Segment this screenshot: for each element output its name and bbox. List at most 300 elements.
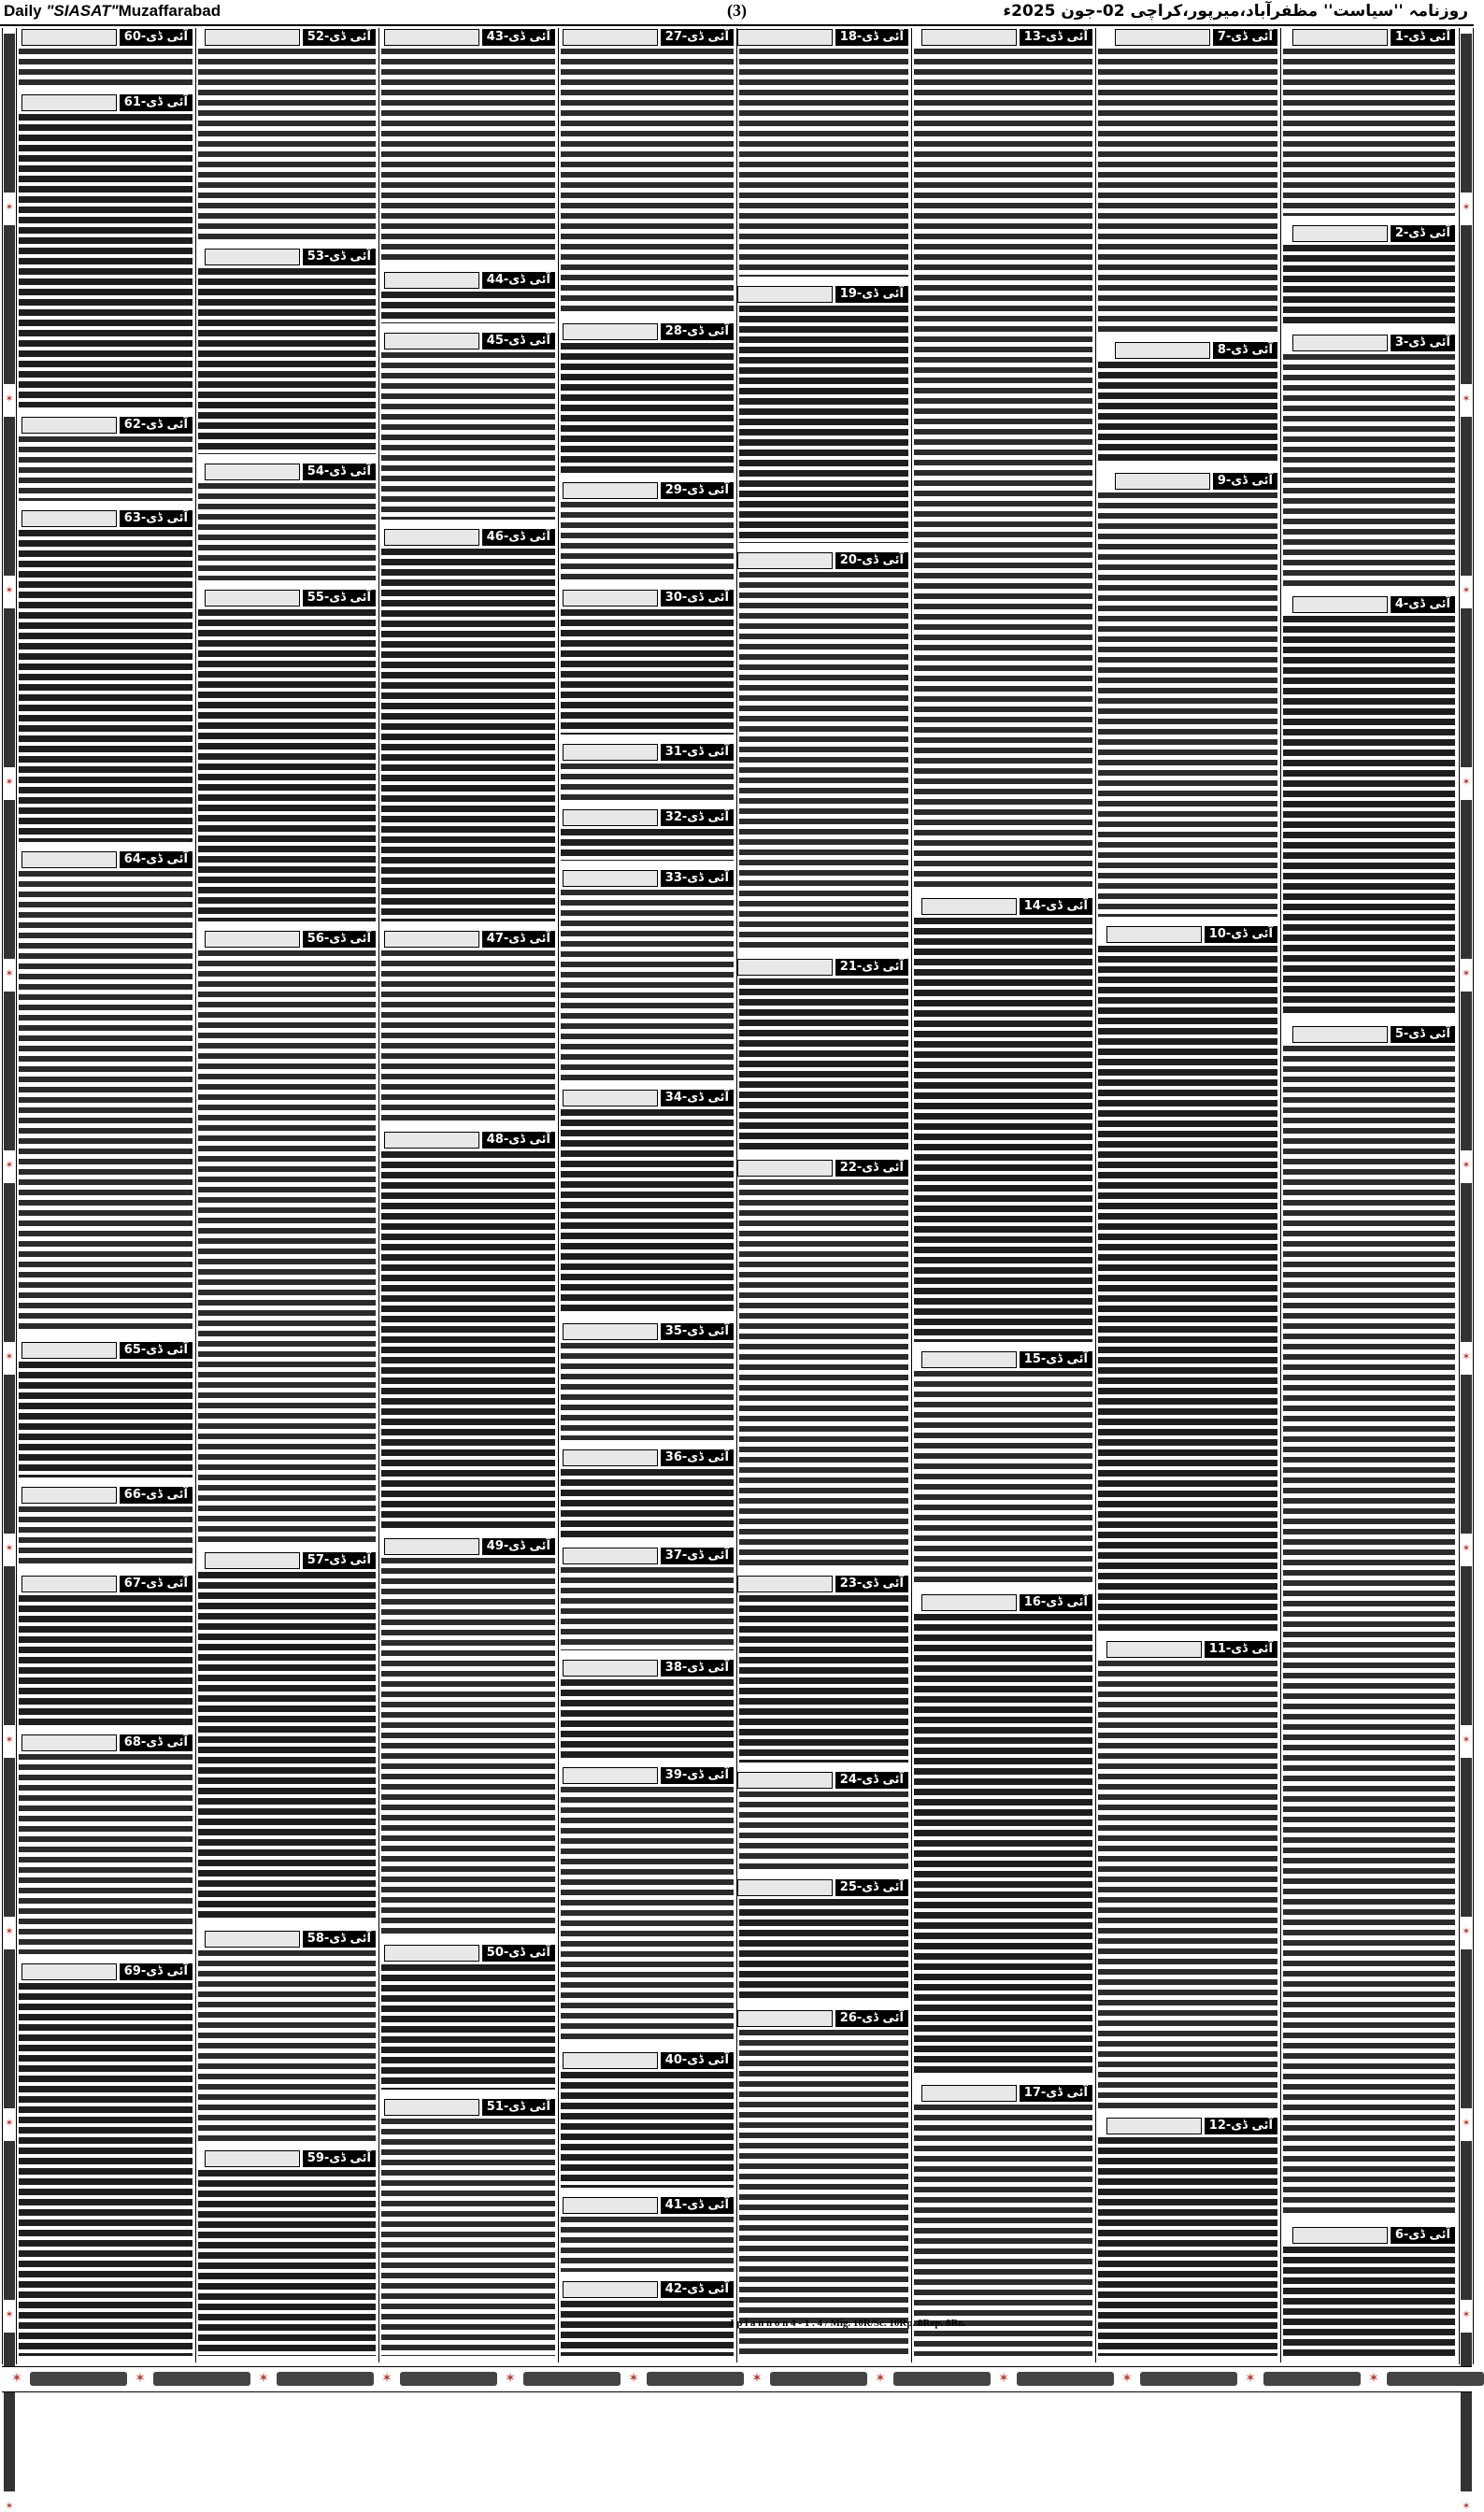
article-kicker	[1292, 334, 1455, 352]
article-53	[198, 248, 376, 458]
article-16	[914, 1593, 1092, 2079]
article-body-text	[19, 1506, 193, 1566]
strip-segment	[770, 2372, 867, 2386]
article-kicker	[1115, 28, 1277, 47]
column-rule	[378, 28, 379, 2362]
star-icon: ✶	[5, 1350, 14, 1363]
star-icon: ✶	[1462, 1350, 1471, 1363]
article-kicker	[205, 589, 376, 607]
strip-segment	[1461, 1183, 1472, 1342]
article-28	[561, 322, 734, 477]
article-number: آئی ڈی-32	[661, 809, 734, 826]
article-body-text	[1283, 49, 1455, 216]
article-number: آئی ڈی-7	[1213, 29, 1277, 46]
kicker-band	[563, 590, 658, 607]
col-7	[198, 28, 376, 2362]
star-icon: ✶	[1462, 2500, 1471, 2512]
strip-segment	[893, 2372, 991, 2386]
article-number: آئی ڈی-31	[661, 744, 734, 761]
strip-segment	[1461, 1566, 1472, 1725]
article-number: آئی ڈی-11	[1205, 1641, 1277, 1658]
article-body-text	[1283, 2247, 1455, 2356]
star-icon: ✶	[5, 1734, 14, 1746]
article-number: آئی ڈی-60	[120, 29, 193, 46]
article-body-text	[1098, 1661, 1277, 2108]
star-icon: ✶	[1462, 967, 1471, 979]
article-11	[1098, 1640, 1277, 2112]
kicker-band	[921, 29, 1017, 46]
article-number: آئی ڈی-5	[1391, 1026, 1455, 1043]
article-number: آئی ڈی-4	[1391, 596, 1455, 613]
article-50	[381, 1944, 555, 2093]
star-icon: ✶	[1368, 2371, 1379, 2386]
article-number: آئی ڈی-9	[1213, 473, 1277, 490]
kicker-band	[737, 1160, 833, 1177]
article-kicker	[563, 1547, 734, 1565]
strip-segment	[400, 2372, 497, 2386]
article-number: آئی ڈی-62	[120, 417, 193, 434]
kicker-band	[563, 1449, 658, 1466]
article-69	[19, 1962, 193, 2360]
article-kicker	[737, 285, 908, 304]
star-icon: ✶	[5, 776, 14, 788]
kicker-band	[1292, 29, 1388, 46]
article-kicker	[563, 2051, 734, 2070]
article-15	[914, 1350, 1092, 1589]
article-number: آئی ڈی-20	[835, 552, 908, 569]
article-number: آئی ڈی-40	[661, 2052, 734, 2069]
article-number: آئی ڈی-13	[1020, 29, 1092, 46]
article-kicker	[921, 897, 1092, 916]
article-45	[381, 332, 555, 523]
star-icon: ✶	[1462, 392, 1471, 405]
kicker-band	[384, 1132, 479, 1149]
star-icon: ✶	[5, 201, 14, 213]
article-body-text	[19, 436, 193, 501]
article-kicker	[205, 28, 376, 47]
kicker-band	[737, 959, 833, 976]
article-58	[198, 1930, 376, 2145]
kicker-band	[737, 1576, 833, 1592]
article-kicker	[1106, 1640, 1277, 1659]
article-64	[19, 850, 193, 1336]
article-kicker	[21, 93, 193, 112]
classified-footnote: J p l a n n o n 4 - 1 . 4 / Mig. 10R/Sc. 10Rp. 8Rep. 8Ro.	[729, 2318, 966, 2329]
article-5	[1283, 1025, 1455, 2221]
article-body-text	[198, 49, 376, 239]
kicker-band	[737, 1879, 833, 1896]
article-kicker	[384, 1944, 555, 1962]
article-body-text	[1098, 49, 1277, 333]
strip-segment	[1263, 2372, 1361, 2386]
article-body-text	[561, 2301, 734, 2356]
article-number: آئی ڈی-8	[1213, 342, 1277, 359]
article-body-text	[914, 1614, 1092, 2076]
article-kicker	[21, 416, 193, 435]
article-47	[381, 930, 555, 1126]
article-body-text	[19, 871, 193, 1333]
article-kicker	[21, 1486, 193, 1505]
article-19	[739, 285, 908, 547]
kicker-band	[563, 1767, 658, 1784]
article-kicker	[737, 1771, 908, 1790]
column-rule	[195, 28, 196, 2362]
kicker-band	[21, 1342, 117, 1359]
kicker-band	[921, 2085, 1017, 2102]
article-number: آئی ڈی-53	[303, 249, 376, 265]
right-border-strip	[1459, 28, 1474, 2512]
article-kicker	[384, 528, 555, 547]
kicker-band	[205, 1931, 300, 1948]
article-kicker	[21, 1962, 193, 1981]
article-38	[561, 1659, 734, 1762]
star-icon: ✶	[998, 2371, 1009, 2386]
article-13	[914, 28, 1092, 892]
article-body-text	[739, 49, 908, 277]
article-42	[561, 2280, 734, 2360]
kicker-band	[384, 931, 479, 948]
kicker-band	[563, 2281, 658, 2298]
kicker-band	[563, 1323, 658, 1340]
article-body-text	[1098, 362, 1277, 464]
article-6	[1283, 2226, 1455, 2360]
article-body-text	[198, 268, 376, 454]
article-body-text	[561, 2072, 734, 2188]
article-body-text	[381, 1151, 555, 1529]
article-number: آئی ڈی-12	[1205, 2118, 1277, 2134]
strip-segment	[4, 608, 15, 767]
article-number: آئی ڈی-68	[120, 1734, 193, 1751]
article-kicker	[921, 28, 1092, 47]
article-number: آئی ڈی-1	[1391, 29, 1455, 46]
article-kicker	[205, 930, 376, 949]
article-12	[1098, 2117, 1277, 2360]
article-30	[561, 589, 734, 738]
article-body-text	[561, 1469, 734, 1538]
article-kicker	[384, 930, 555, 949]
article-number: آئی ڈی-47	[482, 931, 555, 948]
star-icon: ✶	[258, 2371, 269, 2386]
article-55	[198, 589, 376, 925]
article-49	[381, 1537, 555, 1939]
star-icon: ✶	[5, 2500, 14, 2512]
kicker-band	[737, 286, 833, 303]
article-body-text	[561, 2217, 734, 2272]
strip-segment	[1461, 800, 1472, 959]
article-66	[19, 1486, 193, 1570]
kicker-band	[563, 1090, 658, 1106]
star-icon: ✶	[1462, 1542, 1471, 1554]
kicker-band	[1115, 473, 1210, 490]
article-kicker	[737, 2009, 908, 2028]
article-kicker	[384, 2098, 555, 2117]
article-number: آئی ڈی-3	[1391, 335, 1455, 351]
kicker-band	[1115, 342, 1210, 359]
col-4	[739, 28, 908, 2362]
article-number: آئی ڈی-69	[120, 1963, 193, 1980]
star-icon: ✶	[1462, 201, 1471, 213]
article-body-text	[561, 1567, 734, 1650]
article-kicker	[21, 850, 193, 869]
strip-segment	[1461, 608, 1472, 767]
article-body-text	[561, 343, 734, 473]
article-kicker	[1106, 925, 1277, 944]
article-body-text	[739, 1791, 908, 1870]
star-icon: ✶	[1462, 2117, 1471, 2129]
kicker-band	[1292, 1026, 1388, 1043]
star-icon: ✶	[5, 584, 14, 596]
star-icon: ✶	[1245, 2371, 1256, 2386]
masthead	[0, 0, 1474, 26]
article-number: آئی ڈی-50	[482, 1945, 555, 1962]
strip-segment	[4, 1375, 15, 1534]
article-number: آئی ڈی-67	[120, 1576, 193, 1592]
strip-segment	[4, 34, 15, 193]
star-icon: ✶	[381, 2371, 392, 2386]
kicker-band	[205, 249, 300, 265]
strip-segment	[4, 1566, 15, 1725]
star-icon: ✶	[5, 967, 14, 979]
article-number: آئی ڈی-24	[835, 1772, 908, 1789]
article-number: آئی ڈی-30	[661, 590, 734, 607]
article-body-text	[561, 1679, 734, 1758]
article-number: آئی ڈی-61	[120, 94, 193, 111]
kicker-band	[737, 29, 833, 46]
article-46	[381, 528, 555, 925]
article-body-text	[198, 2170, 376, 2356]
kicker-band	[1106, 1641, 1202, 1658]
article-body-text	[561, 829, 734, 861]
article-63	[19, 509, 193, 846]
kicker-band	[1292, 596, 1388, 613]
article-43	[381, 28, 555, 266]
article-31	[561, 743, 734, 804]
article-21	[739, 958, 908, 1154]
kicker-band	[384, 333, 479, 350]
article-kicker	[921, 1350, 1092, 1369]
article-61	[19, 93, 193, 411]
article-number: آئی ڈی-46	[482, 529, 555, 546]
star-icon: ✶	[5, 1542, 14, 1554]
article-kicker	[1106, 2117, 1277, 2135]
star-icon: ✶	[11, 2371, 22, 2386]
article-number: آئی ڈی-34	[661, 1090, 734, 1106]
article-number: آئی ڈی-15	[1020, 1351, 1092, 1368]
article-number: آئی ڈی-16	[1020, 1594, 1092, 1611]
column-rule	[911, 28, 912, 2362]
col-8	[19, 28, 193, 2362]
page-number: (3)	[727, 1, 747, 20]
article-kicker	[563, 1089, 734, 1107]
strip-segment	[1461, 1375, 1472, 1534]
kicker-band	[563, 870, 658, 887]
star-icon: ✶	[1462, 1925, 1471, 1937]
article-kicker	[21, 1734, 193, 1752]
column-rule	[1095, 28, 1096, 2362]
article-32	[561, 808, 734, 864]
strip-segment	[523, 2372, 621, 2386]
article-1	[1283, 28, 1455, 220]
kicker-band	[21, 851, 117, 868]
article-kicker	[205, 463, 376, 481]
article-20	[739, 551, 908, 953]
article-body-text	[739, 1899, 908, 2001]
kicker-band	[563, 323, 658, 340]
bottom-border-strip	[2, 2366, 1472, 2392]
star-icon: ✶	[1462, 584, 1471, 596]
left-border-strip	[2, 28, 17, 2512]
masthead-dateline-ur: روزنامہ ''سیاست'' مظفرآباد،میرپور،کراچی 02-جون 2025ء	[1003, 2, 1468, 21]
article-number: آئی ڈی-2	[1391, 225, 1455, 242]
article-number: آئی ڈی-42	[661, 2281, 734, 2298]
article-kicker	[1115, 341, 1277, 360]
article-body-text	[1098, 492, 1277, 917]
article-27	[561, 28, 734, 318]
article-number: آئی ڈی-43	[482, 29, 555, 46]
article-body-text	[198, 1950, 376, 2141]
kicker-band	[21, 29, 117, 46]
kicker-band	[1115, 29, 1210, 46]
article-number: آئی ڈی-55	[303, 590, 376, 607]
article-54	[198, 463, 376, 584]
article-number: آئی ڈی-56	[303, 931, 376, 948]
article-kicker	[737, 958, 908, 977]
article-body-text	[561, 502, 734, 580]
article-body-text	[561, 764, 734, 800]
article-35	[561, 1322, 734, 1444]
article-10	[1098, 925, 1277, 1635]
star-icon: ✶	[135, 2371, 146, 2386]
kicker-band	[205, 590, 300, 607]
kicker-band	[384, 1538, 479, 1555]
article-number: آئی ڈی-22	[835, 1160, 908, 1177]
article-body-text	[739, 2030, 908, 2356]
article-8	[1098, 341, 1277, 467]
article-body-text	[381, 549, 555, 921]
kicker-band	[21, 510, 117, 527]
article-body-text	[914, 918, 1092, 1342]
article-59	[198, 2149, 376, 2360]
strip-segment	[647, 2372, 744, 2386]
article-kicker	[737, 551, 908, 570]
star-icon: ✶	[5, 1925, 14, 1937]
kicker-band	[921, 1594, 1017, 1611]
kicker-band	[21, 1963, 117, 1980]
article-kicker	[563, 2280, 734, 2299]
kicker-band	[563, 2052, 658, 2069]
kicker-band	[563, 2197, 658, 2214]
kicker-band	[384, 529, 479, 546]
article-14	[914, 897, 1092, 1346]
article-number: آئی ڈی-45	[482, 333, 555, 350]
article-number: آئی ڈی-27	[661, 29, 734, 46]
article-number: آئی ڈی-10	[1205, 926, 1277, 943]
strip-segment	[4, 417, 15, 576]
article-48	[381, 1131, 555, 1533]
strip-segment	[30, 2372, 127, 2386]
article-kicker	[1292, 595, 1455, 614]
strip-segment	[1461, 1758, 1472, 1917]
article-body-text	[381, 292, 555, 323]
star-icon: ✶	[1462, 1159, 1471, 1171]
article-body-text	[19, 114, 193, 407]
star-icon: ✶	[751, 2371, 763, 2386]
article-41	[561, 2196, 734, 2276]
strip-segment	[1461, 417, 1472, 576]
kicker-band	[205, 2150, 300, 2167]
article-number: آئی ڈی-49	[482, 1538, 555, 1555]
kicker-band	[384, 1945, 479, 1962]
strip-segment	[4, 225, 15, 384]
kicker-band	[384, 272, 479, 289]
article-kicker	[563, 869, 734, 888]
strip-segment	[4, 800, 15, 959]
article-body-text	[739, 572, 908, 949]
article-24	[739, 1771, 908, 1874]
article-kicker	[384, 271, 555, 290]
article-25	[739, 1878, 908, 2005]
star-icon: ✶	[875, 2371, 886, 2386]
column-rule	[1280, 28, 1281, 2362]
star-icon: ✶	[628, 2371, 639, 2386]
article-body-text	[198, 950, 376, 1543]
article-kicker	[921, 2084, 1092, 2103]
article-number: آئی ڈی-39	[661, 1767, 734, 1784]
article-number: آئی ڈی-63	[120, 510, 193, 527]
article-33	[561, 869, 734, 1084]
article-number: آئی ڈی-35	[661, 1323, 734, 1340]
article-number: آئی ڈی-48	[482, 1132, 555, 1149]
kicker-band	[21, 1576, 117, 1592]
kicker-band	[1292, 2227, 1388, 2244]
article-body-text	[561, 1109, 734, 1314]
article-number: آئی ڈی-51	[482, 2099, 555, 2116]
article-kicker	[21, 1575, 193, 1593]
kicker-band	[205, 29, 300, 46]
kicker-band	[1106, 2118, 1202, 2134]
star-icon: ✶	[1121, 2371, 1133, 2386]
kicker-band	[21, 1487, 117, 1504]
article-kicker	[563, 743, 734, 762]
kicker-band	[563, 29, 658, 46]
article-kicker	[563, 322, 734, 341]
article-body-text	[19, 1595, 193, 1725]
star-icon: ✶	[5, 2117, 14, 2129]
article-number: آئی ڈی-28	[661, 323, 734, 340]
article-body-text	[198, 1572, 376, 1921]
article-kicker	[384, 1131, 555, 1149]
article-kicker	[205, 2149, 376, 2168]
article-number: آئی ڈی-36	[661, 1449, 734, 1466]
article-number: آئی ڈی-17	[1020, 2085, 1092, 2102]
article-22	[739, 1159, 908, 1570]
article-62	[19, 416, 193, 505]
article-number: آئی ڈی-19	[835, 286, 908, 303]
article-number: آئی ڈی-44	[482, 272, 555, 289]
article-7	[1098, 28, 1277, 336]
col-2	[1098, 28, 1277, 2362]
article-kicker	[21, 1341, 193, 1360]
strip-segment	[1017, 2372, 1114, 2386]
kicker-band	[921, 898, 1017, 915]
article-body-text	[19, 49, 193, 85]
article-body-text	[19, 1754, 193, 1954]
article-52	[198, 28, 376, 243]
article-kicker	[563, 1449, 734, 1467]
kicker-band	[384, 29, 479, 46]
article-34	[561, 1089, 734, 1318]
article-67	[19, 1575, 193, 1729]
